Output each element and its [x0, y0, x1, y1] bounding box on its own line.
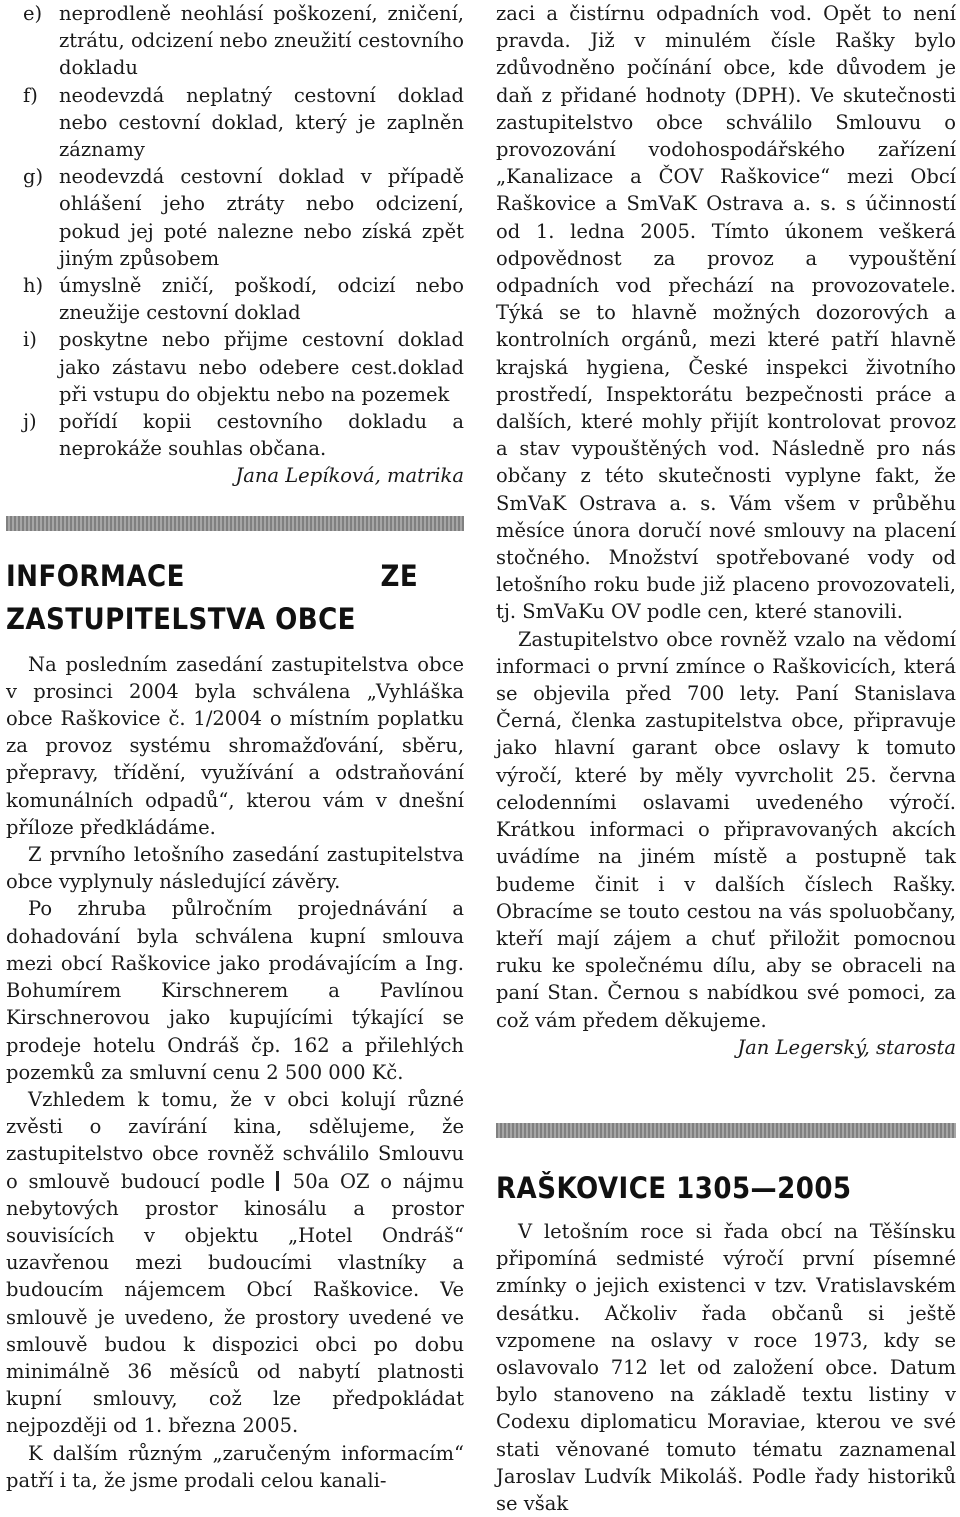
list-item: j) pořídí kopii cestovního dokladu a neprokáže souhlas občana.	[23, 410, 464, 461]
paragraph: Z prvního letošního zasedání zastupitelstva obce vyplynuly následující závěry.	[6, 843, 464, 894]
paragraph: Zastupitelstvo obce rovněž vzalo na vědomí informaci o první zmínce o Raškovicích, která se objevila před 700 lety. Paní Stanislava Černá, členka zastupitelstva obce, připravuje jako hlavní garant obce oslavy k tomuto výročí, které by měly vyvrcholit 25. června celodenními oslavami uvedeného výročí. Krátkou informaci o připravovaných akcích uvádíme na jiném místě a postupně tak budeme činit i v dalších číslech Rašky. Obracíme se touto cestou na vás spoluobčany, kteří mají zájem a chuť přiložit pomocnou ruku ke společnému dílu, aby se obraceli na paní Stan. Černou s nabídkou své pomoci, za což vám předem děkujeme.	[496, 627, 956, 1032]
right-column	[496, 0, 956, 1517]
section-sign-icon	[276, 1171, 289, 1191]
section-divider	[6, 516, 464, 531]
list-item: h) úmyslně zničí, poškodí, odcizí nebo zneužije cestovní doklad	[23, 274, 464, 325]
list-item: i) poskytne nebo přijme cestovní doklad jako zástavu nebo odebere cest.doklad při vstupu do objektu nebo na pozemek	[23, 328, 464, 406]
signature-matrika: Jana Lepíková, matrika	[235, 464, 464, 488]
list-item: e) neprodleně neohlásí poškození, zničení, ztrátu, odcizení nebo zneužití cestovního dokladu	[23, 2, 464, 80]
list-item: g) neodevzdá cestovní doklad v případě ohlášení jeho ztráty nebo odcizení, pokud jej poté nalezne nebo získá zpět jiným způsobem	[23, 165, 464, 270]
paragraph: V letošním roce si řada obcí na Těšínsku připomíná sedmisté výročí první písemné zmínky o jejich existenci v tzv. Vratislavském desátku. Ačkoliv řada občanů si ještě vzpomene na oslavy v roce 1973, kdy se oslavovalo 712 let od založení obce. Datum bylo stanoveno na základě textu listiny v Codexu diplomaticu Moraviae, kterou ve své stati věnované tomuto tématu zaznamenal Jaroslav Ludvík Mikoláš. Podle řady historiků se však	[496, 1219, 956, 1515]
list-item: f) neodevzdá neplatný cestovní doklad nebo cestovní doklad, který je zaplněn záznamy	[23, 83, 464, 162]
left-column	[6, 0, 464, 1494]
paragraph-continuation: zaci a čistírnu odpadních vod. Opět to není pravda. Již v minulém čísle Rašky bylo zdůvodněno počínání obce, kde důvodem je daň z přidané hodnoty (DPH). Ve skutečnosti zastupitelstvo obce schválilo Smlouvu o provozování vodohospodářského zařízení „Kanalizace a ČOV Raškovice“ mezi Obcí Raškovice a SmVaK Ostrava a. s. s účinností od 1. ledna 2005. Tímto úkonem veškerá odpovědnost za provoz a vypouštění odpadních vod přechází na provozovatele. Týká se to hlavně možných dozorových a kontrolních orgánů, mezi které patří hlavně krajská hygiena, České inspekci životního prostředí, Inspektorátu bezpečnosti práce a dalších, které mohly přijít kontrolovat provoz a stav vypouštěných vod. Následně pro nás občany z této skutečnosti vyplyne fakt, že SmVaK Ostrava a. s. Vám všem v průběhu měsíce února doručí nové smlouvy na placení stočného. Množství spotřebované vody od letošního roku bude již placeno provozovateli, tj. SmVaKu OV podle cen, které stanovili.	[496, 2, 956, 624]
paragraph: K dalším různým „zaručeným informacím“ patří i ta, že jsme prodali celou kanali-	[6, 1441, 464, 1492]
paragraph: Vzhledem k tomu, že v obci kolují různé zvěsti o zavírání kina, sdělujeme, že zastupitelstvo obce rovněž schválilo Smlouvu o smlouvě budoucí podle 50a OZ o nájmu nebytových prostor kinosálu a prostor souvisících v objektu „Hotel Ondráš“ uzavřenou mezi budoucími vlastníky a budoucím nájemcem Obcí Raškovice. Ve smlouvě je uvedeno, že prostory uvedené ve smlouvě budou k dispozici obci po dobu minimálně 36 měsíců od nabytí platnosti kupní smlouvy, což lze předpokládat nejpozději od 1. března 2005.	[6, 1087, 465, 1438]
paragraph: Na posledním zasedání zastupitelstva obce v prosinci 2004 byla schválena „Vyhláška obce Raškovice č. 1/2004 o místním poplatku za provoz systému shromažďování, sběru, přepravy, třídění, využívání a odstraňování komunálních odpadů“, kterou vám v dnešní příloze předkládáme.	[6, 652, 464, 839]
section-divider	[496, 1123, 956, 1138]
paragraph: Po zhruba půlročním projednávání a dohadování byla schválena kupní smlouva mezi obcí Raškovice jako prodávajícím a Ing. Bohumírem Kirschnerem a Pavlínou Kirschnerovou jako kupujícími týkající se prodeje hotelu Ondráš čp. 162 a přilehlých pozemků za smluvní cenu 2 500 000 Kč.	[6, 897, 464, 1084]
offense-list	[6, 0, 464, 462]
signature-starosta: Jan Legerský, starosta	[737, 1035, 956, 1059]
section-heading-anniversary: RAŠKOVICE 1305—2005	[496, 1170, 852, 1205]
section-heading-zastupitelstvo: INFORMACE ZE ZASTUPITELSTVA OBCE	[6, 558, 419, 636]
